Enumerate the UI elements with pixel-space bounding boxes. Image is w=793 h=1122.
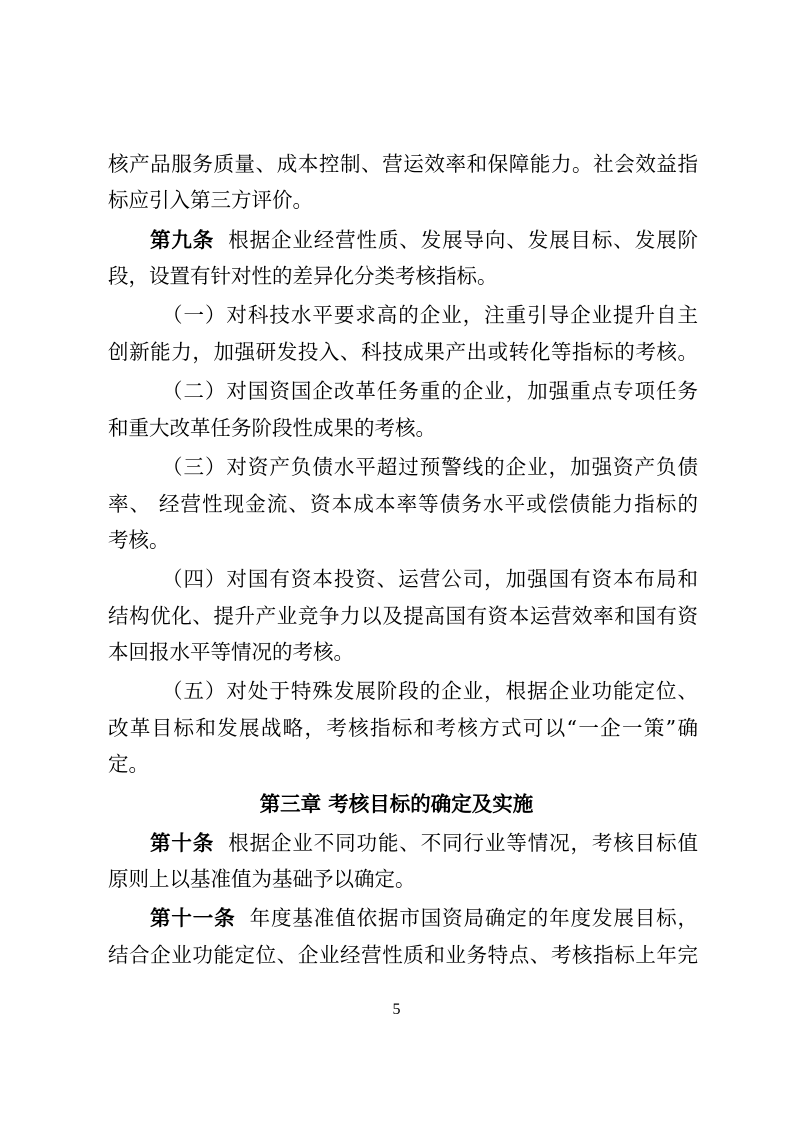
- article-9-label: 第九条: [150, 228, 215, 252]
- chapter-heading: 第三章 考核目标的确定及实施: [259, 792, 534, 816]
- article-10-line-1: [150, 825, 698, 861]
- article-10-text: 根据企业不同功能、不同行业等情况，考核目标值: [228, 831, 698, 855]
- item-1-line-1: （一）对科技水平要求高的企业，注重引导企业提升自主: [162, 303, 698, 327]
- item-5-line-3: 定。: [108, 752, 149, 776]
- item-4-line-1: （四）对国有资本投资、运营公司，加强国有资本布局和: [162, 567, 698, 591]
- body-text-line: 标应引入第三方评价。: [108, 188, 313, 212]
- article-11-text: 年度基准值依据市国资局确定的年度发展目标，: [249, 906, 698, 930]
- item-4-line-2: 结构优化、提升产业竞争力以及提高国有资本运营效率和国有资: [108, 604, 698, 628]
- item-5-line-1: （五）对处于特殊发展阶段的企业，根据企业功能定位、: [162, 679, 698, 703]
- item-5-line-2: 改革目标和发展战略，考核指标和考核方式可以“一企一策”确: [108, 716, 698, 740]
- item-2-line-1: （二）对国资国企改革任务重的企业，加强重点专项任务: [162, 379, 698, 403]
- article-9-text: 根据企业经营性质、发展导向、发展目标、发展阶: [228, 228, 698, 252]
- article-11-label: 第十一条: [150, 906, 236, 930]
- item-3-line-2: 率、 经营性现金流、资本成本率等债务水平或偿债能力指标的: [108, 492, 698, 516]
- body-text-line: 核产品服务质量、成本控制、营运效率和保障能力。社会效益指: [108, 152, 698, 176]
- item-3-line-3: 考核。: [108, 528, 170, 552]
- item-2-line-2: 和重大改革任务阶段性成果的考核。: [108, 416, 436, 440]
- article-9-line-1: [150, 222, 698, 258]
- body-text-line: 段，设置有针对性的差异化分类考核指标。: [108, 264, 498, 288]
- article-10-label: 第十条: [150, 831, 215, 855]
- article-11-line-1: [150, 900, 698, 936]
- body-text-line: 原则上以基准值为基础予以确定。: [108, 867, 416, 891]
- page-number: 5: [392, 1001, 401, 1018]
- item-1-line-2: 创新能力，加强研发投入、科技成果产出或转化等指标的考核。: [108, 340, 698, 364]
- item-3-line-1: （三）对资产负债水平超过预警线的企业，加强资产负债: [162, 455, 698, 479]
- item-4-line-3: 本回报水平等情况的考核。: [108, 640, 354, 664]
- body-text-line: 结合企业功能定位、企业经营性质和业务特点、考核指标上年完: [108, 943, 698, 967]
